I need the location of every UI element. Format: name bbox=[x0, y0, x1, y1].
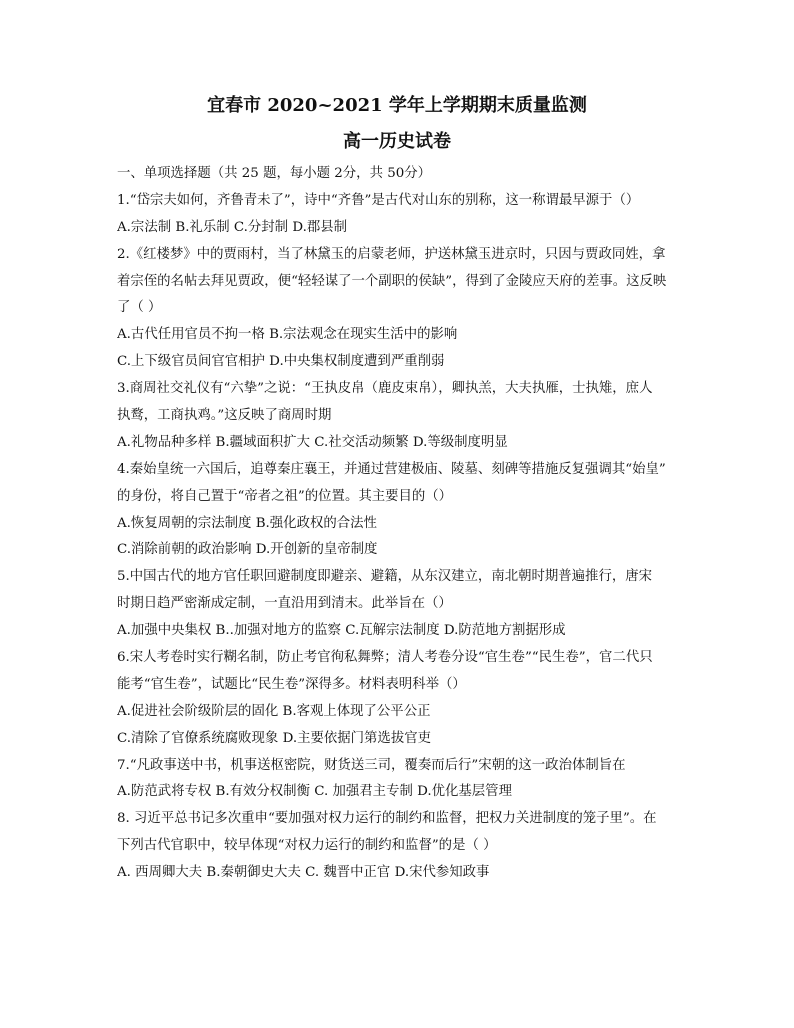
text-line: A.恢复周朝的宗法制度 B.强化政权的合法性 bbox=[117, 515, 377, 531]
text-line: A.防范武将专权 B.有效分权制衡 C. 加强君主专制 D.优化基层管理 bbox=[117, 784, 512, 800]
text-line: 4.秦始皇统一六国后，追尊秦庄襄王，并通过营建极庙、陵墓、刻碑等措施反复强调其“始皇” bbox=[117, 461, 666, 477]
text-line: 着宗侄的名帖去拜见贾政，便“轻轻谋了一个副职的侯缺”，得到了金陵应天府的差事。这反映 bbox=[117, 273, 667, 289]
text-line: 5.中国古代的地方官任职回避制度即避亲、避籍，从东汉建立，南北朝时期普遍推行，唐宋 bbox=[117, 569, 653, 585]
text-line: C.消除前朝的政治影响 D.开创新的皇帝制度 bbox=[117, 542, 378, 558]
text-line: A.加强中央集权 B..加强对地方的监察 C.瓦解宗法制度 D.防范地方割据形成 bbox=[117, 623, 566, 639]
text-line: A.礼物品种多样 B.疆域面积扩大 C.社交活动频繁 D.等级制度明显 bbox=[117, 434, 508, 450]
text-line: A.促进社会阶级阶层的固化 B.客观上体现了公平公正 bbox=[117, 703, 431, 719]
text-line: A. 西周卿大夫 B.秦朝御史大夫 C. 魏晋中正官 D.宋代参知政事 bbox=[117, 865, 490, 881]
text-line: 6.宋人考卷时实行糊名制，防止考官徇私舞弊；清人考卷分设“官生卷”“民生卷”，官二代只 bbox=[117, 650, 653, 666]
text-line: A.宗法制 B.礼乐制 C.分封制 D.郡县制 bbox=[117, 219, 348, 235]
exam-subtitle: 高一历史试卷 bbox=[343, 131, 451, 152]
text-line: 3.商周社交礼仪有“六挚”之说：“王执皮帛（鹿皮束帛），卿执羔，大夫执雁，士执雉，庶人 bbox=[117, 381, 653, 397]
text-line: C.清除了官僚系统腐败现象 D.主要依据门第选拔官吏 bbox=[117, 730, 431, 746]
text-line: 2.《红楼梦》中的贾雨村，当了林黛玉的启蒙老师，护送林黛玉进京时，只因与贾政同姓，拿 bbox=[117, 246, 666, 262]
text-line: 7.“凡政事送中书，机事送枢密院，财货送三司，覆奏而后行”宋朝的这一政治体制旨在 bbox=[117, 757, 626, 773]
text-line: A.古代任用官员不拘一格 B.宗法观念在现实生活中的影响 bbox=[117, 327, 458, 343]
text-line: 的身份，将自己置于“帝者之祖”的位置。其主要目的（） bbox=[117, 488, 453, 504]
text-line: 1.“岱宗夫如何，齐鲁青未了”，诗中“齐鲁”是古代对山东的别称，这一称谓最早源于（） bbox=[117, 192, 640, 208]
text-line: 能考“官生卷”，试题比“民生卷”深得多。材料表明科举（） bbox=[117, 676, 466, 692]
text-line: 了（ ） bbox=[117, 300, 162, 316]
text-line: C.上下级官员间官官相护 D.中央集权制度遭到严重削弱 bbox=[117, 354, 445, 370]
text-line: 时期日趋严密渐成定制，一直沿用到清末。此举旨在（） bbox=[117, 596, 452, 612]
text-line: 执鹜，工商执鸡。”这反映了商周时期 bbox=[117, 408, 332, 424]
exam-title: 宜春市 2020~2021 学年上学期期末质量监测 bbox=[207, 95, 587, 116]
text-line: 下列古代官职中，较早体现“对权力运行的制约和监督”的是（ ） bbox=[117, 838, 497, 854]
text-line: 8. 习近平总书记多次重申“要加强对权力运行的制约和监督，把权力关进制度的笼子里”。在 bbox=[117, 811, 657, 827]
text-line: 一、单项选择题（共 25 题，每小题 2分，共 50分） bbox=[117, 166, 432, 181]
exam-body bbox=[117, 161, 677, 887]
